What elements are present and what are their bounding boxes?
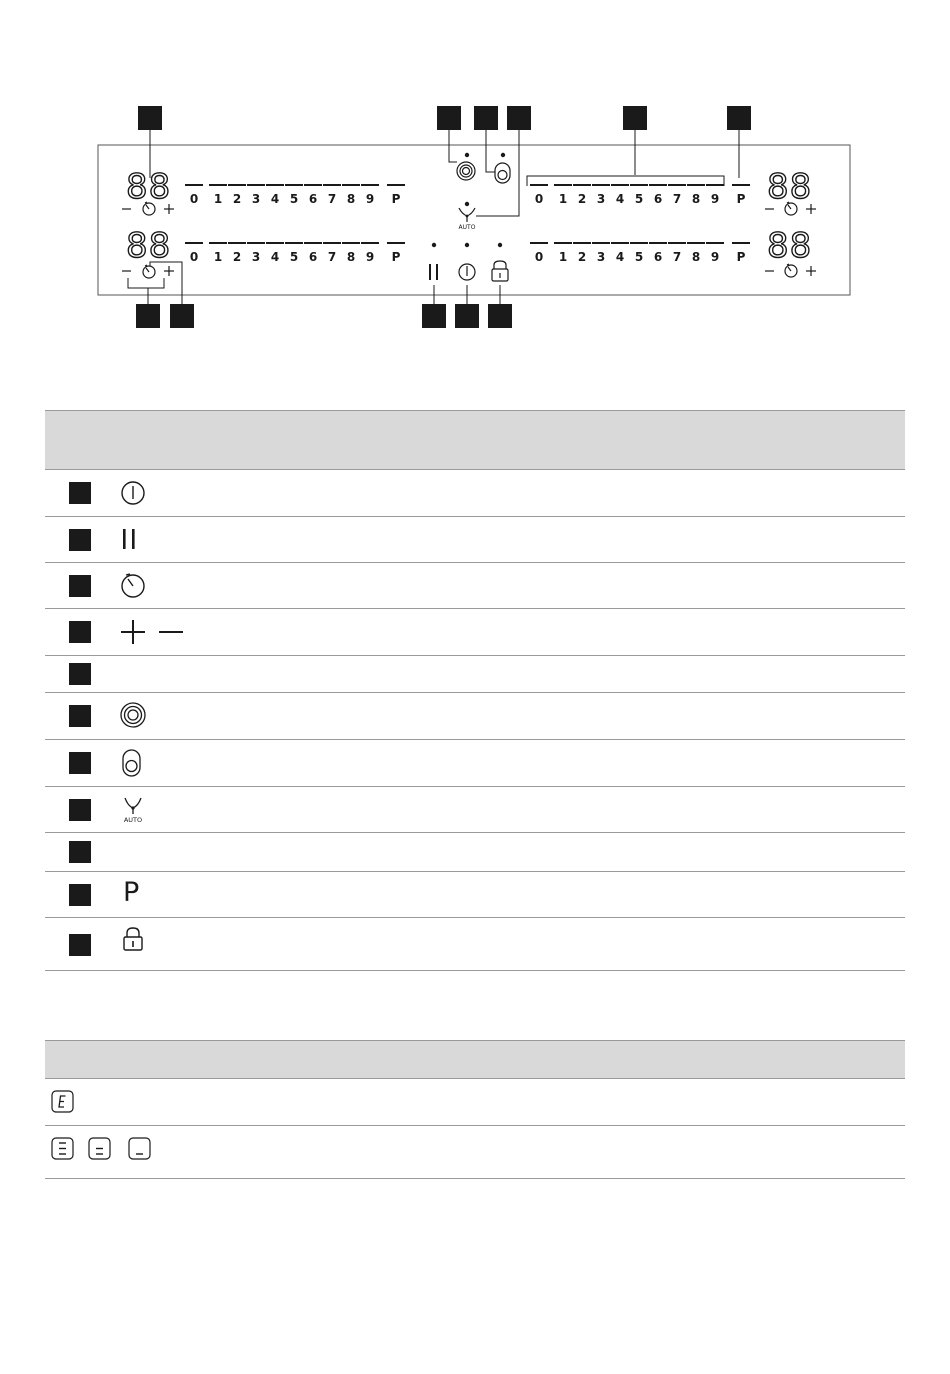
scale-bottom-left <box>185 243 405 264</box>
scale-label: P <box>391 192 401 206</box>
oval-zone-icon <box>121 748 143 778</box>
scale-label: 5 <box>289 192 299 206</box>
minus-icon <box>157 618 185 646</box>
callout-square <box>455 304 479 328</box>
callout-square <box>138 106 162 130</box>
callout-square <box>69 752 91 774</box>
scale-label: 4 <box>270 192 280 206</box>
scale-label: 1 <box>558 250 568 264</box>
callout-square <box>727 106 751 130</box>
table-row <box>45 609 905 656</box>
scale-label: 4 <box>615 192 625 206</box>
callout-square <box>69 934 91 956</box>
scale-label: 7 <box>327 250 337 264</box>
scale-label: 2 <box>577 192 587 206</box>
callout-square <box>474 106 498 130</box>
callout-square <box>422 304 446 328</box>
scale-label: 2 <box>232 250 242 264</box>
scale-label: 1 <box>558 192 568 206</box>
pause-icon <box>121 527 141 551</box>
scale-label: 8 <box>346 250 356 264</box>
callout-square <box>69 663 91 685</box>
display-e-icon <box>50 1089 76 1115</box>
callout-square <box>488 304 512 328</box>
callout-square <box>170 304 194 328</box>
scale-label: 7 <box>672 192 682 206</box>
table-row <box>45 1126 905 1179</box>
scale-label: 7 <box>672 250 682 264</box>
hob2hood-fan-icon <box>120 795 146 825</box>
scale-label: 1 <box>213 250 223 264</box>
callout-square <box>69 482 91 504</box>
scale-top-left <box>185 185 405 206</box>
scale-label: 9 <box>710 250 720 264</box>
display-bottom-left: 88 <box>126 226 172 266</box>
callout-square <box>623 106 647 130</box>
scale-label: 8 <box>691 250 701 264</box>
callout-square <box>136 304 160 328</box>
control-panel-diagram <box>0 0 950 340</box>
table-row <box>45 872 905 918</box>
heat-level-2-icon <box>87 1136 113 1162</box>
scale-label: 0 <box>534 250 544 264</box>
scale-label: 3 <box>251 250 261 264</box>
scale-label: 6 <box>308 250 318 264</box>
scale-label: 0 <box>189 192 199 206</box>
auto-label: AUTO <box>123 816 143 824</box>
table-header <box>45 410 905 470</box>
scale-bottom-right <box>530 243 750 264</box>
table-row <box>45 787 905 833</box>
table-row <box>45 833 905 872</box>
bridge-icon <box>119 701 147 729</box>
callout-square <box>507 106 531 130</box>
power-control <box>459 243 475 280</box>
scale-label: 9 <box>365 250 375 264</box>
table-header <box>45 1040 905 1079</box>
leader-lines <box>128 130 739 304</box>
power-icon <box>120 480 146 506</box>
callout-square <box>437 106 461 130</box>
auto-label: AUTO <box>458 224 476 231</box>
controls-table <box>45 410 905 971</box>
table-row <box>45 517 905 563</box>
callout-square <box>69 705 91 727</box>
scale-label: 3 <box>251 192 261 206</box>
scale-label: 5 <box>634 250 644 264</box>
scale-label: 6 <box>653 192 663 206</box>
scale-label: P <box>391 250 401 264</box>
scale-label: 8 <box>346 192 356 206</box>
scale-label: 5 <box>289 250 299 264</box>
scale-label: 7 <box>327 192 337 206</box>
power-boost-icon: P <box>123 877 140 908</box>
callout-square <box>69 575 91 597</box>
scale-label: 0 <box>189 250 199 264</box>
table-row <box>45 1079 905 1126</box>
scale-label: 3 <box>596 192 606 206</box>
display-top-left: 88 <box>126 167 172 207</box>
scale-label: 8 <box>691 192 701 206</box>
table-row <box>45 740 905 787</box>
scale-label: 2 <box>577 250 587 264</box>
bridge-control <box>457 153 475 180</box>
scale-label: 3 <box>596 250 606 264</box>
lock-control <box>492 243 508 281</box>
scale-label: 4 <box>615 250 625 264</box>
callout-square <box>69 799 91 821</box>
table-row <box>45 563 905 609</box>
display-table <box>45 1040 905 1179</box>
scale-label: 6 <box>308 192 318 206</box>
pause-control <box>429 243 438 280</box>
oval-zone-control <box>495 153 510 183</box>
hob2hood-control <box>459 202 476 231</box>
display-bottom-right: 88 <box>767 226 813 266</box>
callout-square <box>69 529 91 551</box>
lock-icon <box>121 926 145 952</box>
timer-icon <box>119 571 147 599</box>
timer-controls <box>122 202 816 278</box>
scale-label: 5 <box>634 192 644 206</box>
table-row <box>45 918 905 971</box>
table-row <box>45 693 905 740</box>
scale-label: 6 <box>653 250 663 264</box>
scale-label: 2 <box>232 192 242 206</box>
table-row <box>45 470 905 517</box>
display-top-right: 88 <box>767 167 813 207</box>
scale-label: P <box>736 192 746 206</box>
scale-label: 1 <box>213 192 223 206</box>
heat-level-1-icon <box>127 1136 153 1162</box>
scale-label: 4 <box>270 250 280 264</box>
callout-square <box>69 884 91 906</box>
scale-label: 0 <box>534 192 544 206</box>
scale-label: 9 <box>710 192 720 206</box>
scale-top-right <box>530 185 750 206</box>
scale-label: P <box>736 250 746 264</box>
heat-level-3-icon <box>50 1136 76 1162</box>
callout-square <box>69 841 91 863</box>
table-row <box>45 656 905 693</box>
callout-square <box>69 621 91 643</box>
scale-label: 9 <box>365 192 375 206</box>
plus-icon <box>119 618 147 646</box>
